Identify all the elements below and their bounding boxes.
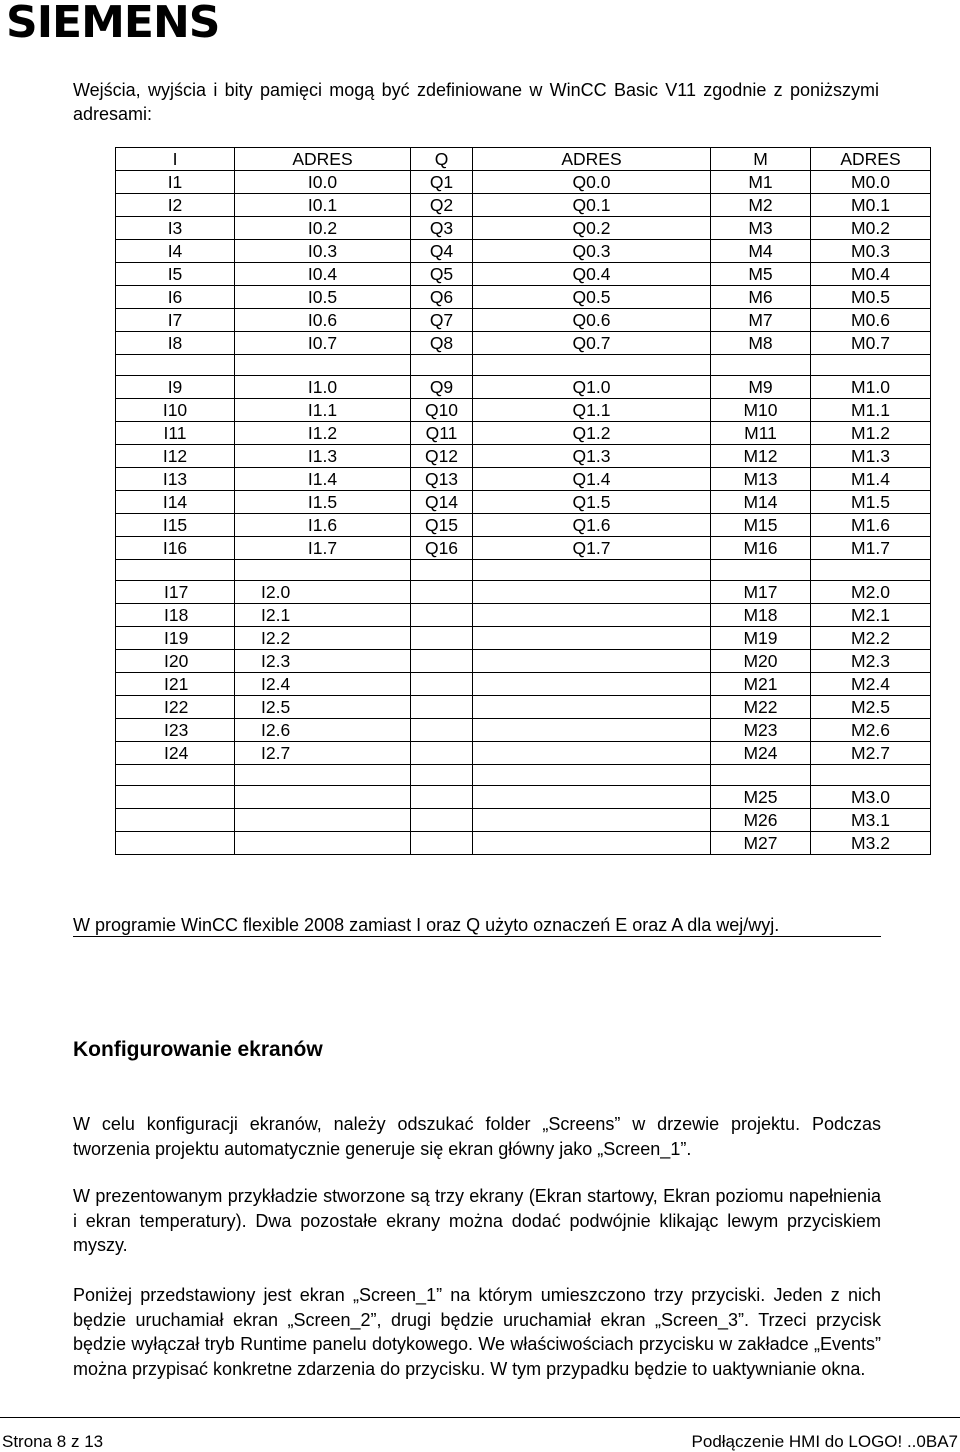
table-cell: M18 [711, 604, 811, 627]
table-cell [473, 742, 711, 765]
paragraph-screens-folder: W celu konfiguracji ekranów, należy odszukać folder „Screens” w drzewie projektu. Podczas tworzenia projektu automatycznie generuje się ekran główny jako „Screen_1”. [73, 1114, 881, 1159]
paragraph-screen1-buttons: Poniżej przedstawiony jest ekran „Screen_1” na którym umieszczono trzy przyciski. Jeden z nich będzie uruchamiał ekran „Screen_2”, drugi będzie uruchamiał ekran „Screen_3”. Trzeci przycisk będzie wyłączał tryb Runtime panelu dotykowego. We właściwościach przycisku w zakładce „Events” można przypisać konkretne zdarzenia do przycisku. W tym przypadku będzie to uaktywnianie okna. [73, 1285, 881, 1379]
table-cell: M6 [711, 286, 811, 309]
table-cell: I24 [116, 742, 235, 765]
table-cell: Q16 [411, 537, 473, 560]
table-cell: I15 [116, 514, 235, 537]
table-cell [473, 627, 711, 650]
table-cell: M0.4 [811, 263, 931, 286]
table-row [116, 399, 931, 422]
table-cell: Q13 [411, 468, 473, 491]
table-cell: I2.4 [235, 673, 411, 696]
table-row [116, 537, 931, 560]
table-cell: I4 [116, 240, 235, 263]
table-row [116, 627, 931, 650]
table-row [116, 332, 931, 355]
table-cell: Q3 [411, 217, 473, 240]
table-cell [473, 832, 711, 855]
table-cell: Q1.3 [473, 445, 711, 468]
table-cell: Q10 [411, 399, 473, 422]
table-cell: Q15 [411, 514, 473, 537]
table-cell: M0.2 [811, 217, 931, 240]
table-cell: I1.7 [235, 537, 411, 560]
table-cell: Q1.6 [473, 514, 711, 537]
table-cell [235, 560, 411, 581]
table-row [116, 286, 931, 309]
table-cell: M5 [711, 263, 811, 286]
table-cell: M2.6 [811, 719, 931, 742]
table-cell [411, 696, 473, 719]
table-cell: M1.1 [811, 399, 931, 422]
table-cell: M26 [711, 809, 811, 832]
table-cell: M1.6 [811, 514, 931, 537]
table-cell [473, 604, 711, 627]
table-row [116, 786, 931, 809]
table-cell: M16 [711, 537, 811, 560]
table-cell [473, 560, 711, 581]
table-cell [473, 786, 711, 809]
table-cell: Q1.2 [473, 422, 711, 445]
table-cell: I1.2 [235, 422, 411, 445]
table-cell [235, 765, 411, 786]
table-row [116, 445, 931, 468]
table-cell: I0.4 [235, 263, 411, 286]
table-cell: M0.0 [811, 171, 931, 194]
table-cell: I0.1 [235, 194, 411, 217]
table-cell: M0.3 [811, 240, 931, 263]
paragraph-example-screens: W prezentowanym przykładzie stworzone są trzy ekrany (Ekran startowy, Ekran poziomu napełnienia i ekran temperatury). Dwa pozostałe ekrany można dodać podwójnie klikając lewym przyciskiem myszy. [73, 1186, 881, 1255]
table-cell: M19 [711, 627, 811, 650]
table-cell: M3.2 [811, 832, 931, 855]
table-cell: I21 [116, 673, 235, 696]
table-cell: I0.5 [235, 286, 411, 309]
table-cell: M3.1 [811, 809, 931, 832]
table-cell: I8 [116, 332, 235, 355]
table-row [116, 742, 931, 765]
table-cell: M22 [711, 696, 811, 719]
table-cell: Q0.3 [473, 240, 711, 263]
table-cell: M20 [711, 650, 811, 673]
table-cell [411, 581, 473, 604]
table-cell: Q1 [411, 171, 473, 194]
table-cell: M2.0 [811, 581, 931, 604]
table-cell: M15 [711, 514, 811, 537]
table-cell [473, 719, 711, 742]
table-cell: M2.1 [811, 604, 931, 627]
table-cell [411, 742, 473, 765]
table-cell: Q1.4 [473, 468, 711, 491]
table-cell [411, 604, 473, 627]
table-cell [411, 627, 473, 650]
table-cell [811, 765, 931, 786]
table-cell: Q6 [411, 286, 473, 309]
table-row [116, 422, 931, 445]
table-cell [116, 355, 235, 376]
table-cell [411, 355, 473, 376]
table-cell: M0.1 [811, 194, 931, 217]
table-header-cell: ADRES [235, 148, 411, 171]
table-cell: Q0.6 [473, 309, 711, 332]
table-row [116, 217, 931, 240]
table-row [116, 468, 931, 491]
table-row [116, 719, 931, 742]
table-cell: I2.6 [235, 719, 411, 742]
table-row [116, 604, 931, 627]
address-table [115, 147, 931, 855]
table-cell: I9 [116, 376, 235, 399]
flexible-note: W programie WinCC flexible 2008 zamiast I oraz Q użyto oznaczeń E oraz A dla wej/wyj. [73, 915, 780, 935]
table-cell: I0.3 [235, 240, 411, 263]
table-cell [811, 355, 931, 376]
table-cell: Q0.0 [473, 171, 711, 194]
table-cell [473, 765, 711, 786]
table-cell [711, 765, 811, 786]
table-cell [116, 560, 235, 581]
table-cell: I2.2 [235, 627, 411, 650]
table-cell [411, 673, 473, 696]
table-cell: I1 [116, 171, 235, 194]
table-cell: Q0.2 [473, 217, 711, 240]
table-cell: M0.7 [811, 332, 931, 355]
table-cell [411, 719, 473, 742]
table-cell: M2.2 [811, 627, 931, 650]
table-cell: Q0.4 [473, 263, 711, 286]
table-cell: I22 [116, 696, 235, 719]
table-cell: M2.3 [811, 650, 931, 673]
table-cell: I1.5 [235, 491, 411, 514]
table-row [116, 514, 931, 537]
table-cell [473, 809, 711, 832]
table-cell: Q12 [411, 445, 473, 468]
table-cell: Q0.5 [473, 286, 711, 309]
table-cell: I0.6 [235, 309, 411, 332]
table-cell: I0.0 [235, 171, 411, 194]
table-cell: I19 [116, 627, 235, 650]
table-header-cell: ADRES [473, 148, 711, 171]
table-cell [411, 809, 473, 832]
table-cell: I2.7 [235, 742, 411, 765]
table-cell [473, 696, 711, 719]
table-cell: Q1.5 [473, 491, 711, 514]
table-cell: M23 [711, 719, 811, 742]
table-cell [235, 809, 411, 832]
table-cell: Q8 [411, 332, 473, 355]
table-cell: M8 [711, 332, 811, 355]
table-cell: I11 [116, 422, 235, 445]
footer-divider [0, 1417, 960, 1418]
table-cell: Q4 [411, 240, 473, 263]
table-cell [235, 786, 411, 809]
table-cell [116, 809, 235, 832]
table-header-cell: Q [411, 148, 473, 171]
table-cell: I14 [116, 491, 235, 514]
table-cell: I3 [116, 217, 235, 240]
table-cell: Q0.7 [473, 332, 711, 355]
table-cell: M0.6 [811, 309, 931, 332]
table-cell: M2.7 [811, 742, 931, 765]
table-cell: M3 [711, 217, 811, 240]
table-cell: M1.2 [811, 422, 931, 445]
table-cell [711, 560, 811, 581]
table-cell: Q1.1 [473, 399, 711, 422]
table-header-cell: M [711, 148, 811, 171]
table-cell: Q1.0 [473, 376, 711, 399]
table-cell: I6 [116, 286, 235, 309]
table-cell: M1.3 [811, 445, 931, 468]
table-cell: M7 [711, 309, 811, 332]
table-cell: I20 [116, 650, 235, 673]
table-cell [411, 560, 473, 581]
table-cell: I1.0 [235, 376, 411, 399]
table-cell: Q2 [411, 194, 473, 217]
table-cell: M24 [711, 742, 811, 765]
table-cell [473, 355, 711, 376]
table-cell: M2.5 [811, 696, 931, 719]
table-cell: Q1.7 [473, 537, 711, 560]
table-row [116, 171, 931, 194]
table-cell: I7 [116, 309, 235, 332]
table-row [116, 832, 931, 855]
table-cell: M17 [711, 581, 811, 604]
table-cell: M21 [711, 673, 811, 696]
table-row [116, 376, 931, 399]
table-cell: M1.5 [811, 491, 931, 514]
table-cell: I0.7 [235, 332, 411, 355]
table-cell [116, 765, 235, 786]
table-cell [473, 650, 711, 673]
table-cell: M3.0 [811, 786, 931, 809]
table-spacer-row [116, 355, 931, 376]
table-cell: I1.3 [235, 445, 411, 468]
table-cell [116, 832, 235, 855]
table-cell: M9 [711, 376, 811, 399]
table-header-cell: ADRES [811, 148, 931, 171]
table-cell [235, 832, 411, 855]
table-cell: I23 [116, 719, 235, 742]
table-cell [811, 560, 931, 581]
table-cell [411, 786, 473, 809]
table-cell: M1.7 [811, 537, 931, 560]
table-cell: M10 [711, 399, 811, 422]
table-cell [116, 786, 235, 809]
siemens-logo: SIEMENS [6, 0, 220, 48]
table-row [116, 491, 931, 514]
table-cell: I12 [116, 445, 235, 468]
note-underline [73, 936, 881, 937]
table-cell: I1.1 [235, 399, 411, 422]
table-cell: I16 [116, 537, 235, 560]
table-row [116, 650, 931, 673]
page-number: Strona 8 z 13 [2, 1432, 104, 1451]
table-cell: I17 [116, 581, 235, 604]
table-cell: M1.0 [811, 376, 931, 399]
table-cell: I2.0 [235, 581, 411, 604]
table-cell: Q0.1 [473, 194, 711, 217]
table-row [116, 263, 931, 286]
table-cell [711, 355, 811, 376]
table-cell: Q11 [411, 422, 473, 445]
table-cell: M25 [711, 786, 811, 809]
table-cell [235, 355, 411, 376]
table-cell: Q7 [411, 309, 473, 332]
table-cell: M1 [711, 171, 811, 194]
table-cell: M0.5 [811, 286, 931, 309]
table-cell: M12 [711, 445, 811, 468]
table-spacer-row [116, 765, 931, 786]
table-row [116, 809, 931, 832]
table-cell: I13 [116, 468, 235, 491]
table-header-row [116, 148, 931, 171]
table-cell: Q9 [411, 376, 473, 399]
table-row [116, 309, 931, 332]
table-row [116, 194, 931, 217]
table-cell: M2.4 [811, 673, 931, 696]
table-cell: M11 [711, 422, 811, 445]
table-cell: I18 [116, 604, 235, 627]
table-cell: I1.6 [235, 514, 411, 537]
table-spacer-row [116, 560, 931, 581]
table-row [116, 240, 931, 263]
intro-text: Wejścia, wyjścia i bity pamięci mogą być zdefiniowane w WinCC Basic V11 zgodnie z poniższymi adresami: [73, 80, 879, 124]
table-cell: I2 [116, 194, 235, 217]
table-row [116, 581, 931, 604]
table-cell [473, 673, 711, 696]
table-cell: I10 [116, 399, 235, 422]
table-cell: M13 [711, 468, 811, 491]
document-title: Podłączenie HMI do LOGO! ..0BA7 [691, 1432, 958, 1451]
table-cell: M27 [711, 832, 811, 855]
table-cell [473, 581, 711, 604]
table-cell: M14 [711, 491, 811, 514]
table-cell: M4 [711, 240, 811, 263]
table-cell: I2.5 [235, 696, 411, 719]
table-cell [411, 765, 473, 786]
table-row [116, 696, 931, 719]
table-cell [411, 650, 473, 673]
table-cell: M2 [711, 194, 811, 217]
table-cell [411, 832, 473, 855]
table-cell: I5 [116, 263, 235, 286]
table-cell: Q5 [411, 263, 473, 286]
table-header-cell: I [116, 148, 235, 171]
table-cell: I0.2 [235, 217, 411, 240]
table-cell: I2.1 [235, 604, 411, 627]
table-cell: I2.3 [235, 650, 411, 673]
table-cell: I1.4 [235, 468, 411, 491]
section-heading: Konfigurowanie ekranów [73, 1038, 323, 1061]
table-cell: Q14 [411, 491, 473, 514]
table-cell: M1.4 [811, 468, 931, 491]
table-row [116, 673, 931, 696]
